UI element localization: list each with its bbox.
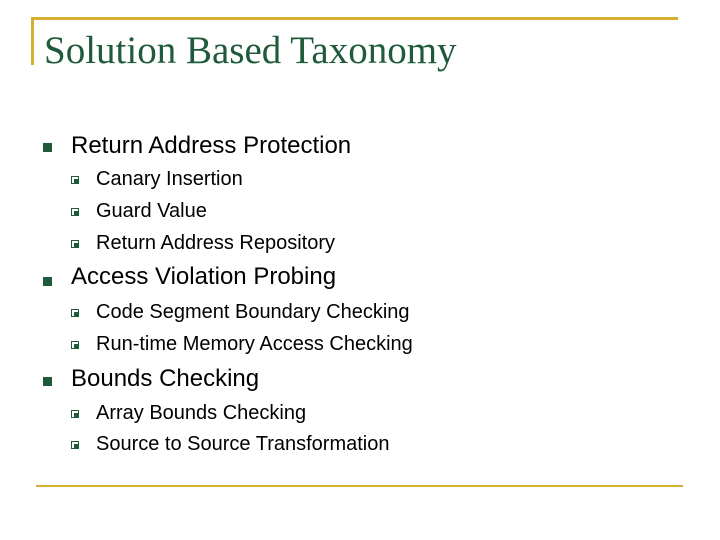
sub-bullet-item: Run-time Memory Access Checking <box>96 333 413 355</box>
sub-bullet-item: Code Segment Boundary Checking <box>96 301 410 323</box>
bullet-bounds-checking: Bounds Checking <box>71 365 260 392</box>
checkbox-bullet-icon <box>71 441 79 449</box>
sub-bullet-item: Canary Insertion <box>96 168 243 190</box>
checkbox-bullet-icon <box>71 176 79 184</box>
checkbox-bullet-icon <box>71 208 79 216</box>
bullet-return-address-protection: Return Address Protection <box>71 132 352 159</box>
square-bullet-icon <box>43 143 52 152</box>
square-bullet-icon <box>43 377 52 386</box>
sub-bullet-item: Guard Value <box>96 200 207 222</box>
sub-bullet-item: Return Address Repository <box>96 232 336 254</box>
checkbox-bullet-icon <box>71 240 79 248</box>
checkbox-bullet-icon <box>71 410 79 418</box>
square-bullet-icon <box>43 277 52 286</box>
checkbox-bullet-icon <box>71 341 79 349</box>
slide-title: Solution Based Taxonomy <box>44 29 457 72</box>
sub-bullet-item: Source to Source Transformation <box>96 433 390 455</box>
footer-divider <box>36 485 683 487</box>
checkbox-bullet-icon <box>71 309 79 317</box>
bullet-access-violation-probing: Access Violation Probing <box>71 263 337 290</box>
sub-bullet-item: Array Bounds Checking <box>96 402 307 424</box>
